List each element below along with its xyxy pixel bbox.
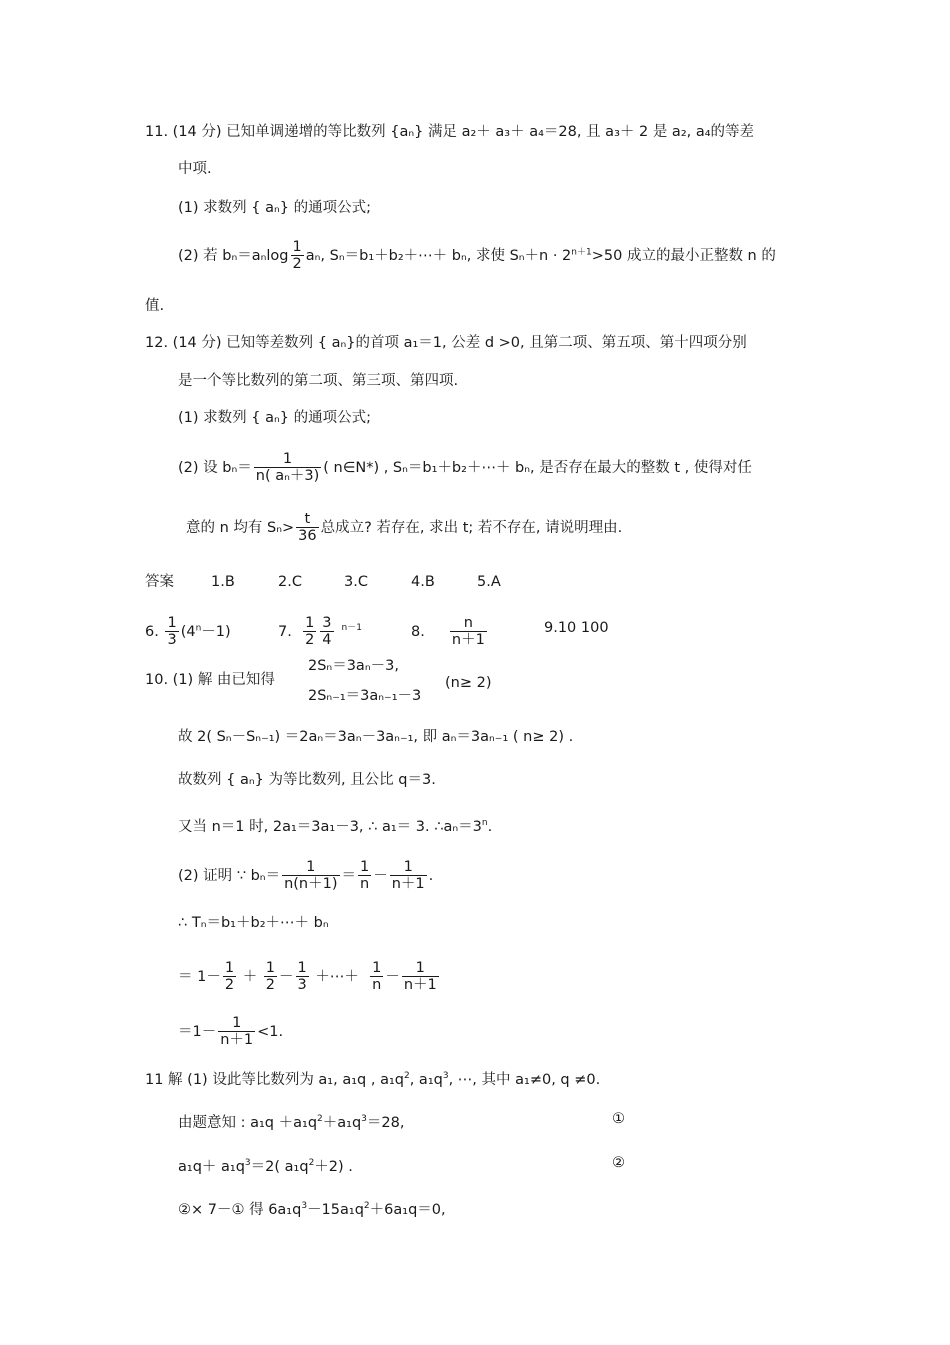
sol10-frac-3 — [390, 860, 427, 892]
frac-den: n — [360, 876, 370, 893]
sol11-eq1-a: 由题意知 : a₁q ＋a₁q — [178, 1114, 318, 1131]
sol10-part2 — [178, 860, 433, 892]
frac-num: 1 — [415, 960, 425, 976]
q12-line1: 12. (14 分) 已知等差数列 { aₙ}的首项 a₁＝1, 公差 d >0, 且第二项、第五项、第十四项分别 — [145, 335, 747, 351]
sol11-eq1-marker: ① — [612, 1111, 625, 1127]
sol11-eq1-c: ＝28, — [366, 1114, 405, 1131]
sol11-head-c: , ⋯, 其中 a₁≠0, q ≠0. — [448, 1071, 601, 1088]
frac-den: 2 — [292, 256, 302, 273]
sol11-eq1-b: ＋a₁q — [322, 1114, 362, 1131]
q11-line1: 11. (14 分) 已知单调递增的等比数列 {aₙ} 满足 a₂＋ a₃＋ a₄＝28, 且 a₃＋ 2 是 a₂, a₄的等差 — [145, 124, 755, 140]
tn3-start: ＝1－ — [178, 1024, 217, 1041]
sol11-eq2-sup2: 2 — [308, 1158, 315, 1168]
sol11-eq1 — [178, 1109, 404, 1133]
tn2-frac-3 — [296, 961, 309, 993]
q11-part2-text-b: aₙ, Sₙ＝b₁＋b₂＋⋯＋ bₙ, 求使 Sₙ＋n · 2 — [305, 248, 572, 265]
answer-8-label: 8. — [411, 624, 425, 641]
answer-7 — [278, 616, 362, 648]
q12-part2 — [178, 452, 752, 484]
sol10-line4-exponent: n — [481, 818, 488, 828]
frac-den: 2 — [265, 977, 276, 994]
frac-den: n＋1 — [391, 876, 425, 893]
q12-part2-text-a: (2) 设 bₙ＝ — [178, 460, 252, 477]
answer-1: 1.B — [211, 574, 235, 590]
q12-part3-text-b: 总成立? 若存在, 求出 t; 若不存在, 请说明理由. — [320, 520, 623, 537]
sol11-eq2-c: ＋2) . — [314, 1158, 353, 1175]
answer-8 — [411, 616, 489, 648]
q12-part1: (1) 求数列 { aₙ} 的通项公式; — [178, 410, 371, 426]
sol11-eq2-sup1: 3 — [244, 1158, 251, 1168]
sol10-system-line2: 2Sₙ₋₁＝3aₙ₋₁－3 — [308, 688, 422, 704]
answer-4: 4.B — [411, 574, 435, 590]
frac-den: 3 — [167, 632, 177, 649]
tn2-frac-1 — [223, 961, 236, 993]
q11-part1: (1) 求数列 { aₙ} 的通项公式; — [178, 200, 371, 216]
sol10-line4-end: . — [487, 818, 493, 835]
tn2-minus: － — [279, 969, 294, 986]
sol10-tn-line1: ∴ Tₙ＝b₁＋b₂＋⋯＋ bₙ — [178, 915, 329, 931]
sol11-eq3-sup2: 2 — [363, 1201, 370, 1211]
answer-6-rest: (4 — [180, 624, 196, 641]
q12-t-over-36-fraction — [296, 512, 318, 544]
frac-num: 1 — [232, 1015, 242, 1031]
sol11-eq3-c: ＋6a₁q＝0, — [369, 1201, 446, 1218]
frac-num: 1 — [306, 859, 316, 875]
frac-num: 1 — [305, 615, 315, 631]
frac-den: 2 — [305, 632, 315, 649]
sol10-end: . — [428, 868, 434, 885]
answer-7-fraction-1 — [303, 616, 316, 648]
sol10-frac-2 — [358, 860, 371, 892]
sol11-eq1-sup1: 2 — [317, 1114, 323, 1124]
sol10-line4-text: 又当 n＝1 时, 2a₁＝3a₁－3, ∴ a₁＝ 3. ∴aₙ＝3 — [178, 818, 482, 835]
frac-num: 1 — [265, 960, 276, 976]
sol10-line4 — [178, 813, 492, 837]
tn2-dots: ＋⋯＋ — [315, 969, 359, 986]
tn2-plus: ＋ — [242, 969, 258, 986]
frac-den: 2 — [224, 977, 235, 994]
sol11-head-b: , a₁q — [409, 1071, 443, 1088]
frac-num: 3 — [322, 615, 332, 631]
sol10-tn-line2 — [178, 961, 441, 993]
frac-num: 1 — [403, 859, 413, 875]
frac-num: 1 — [224, 960, 235, 976]
sol11-head — [145, 1066, 600, 1090]
sol11-head-sup1: 2 — [403, 1071, 410, 1081]
sol11-eq3-b: －15a₁q — [307, 1201, 364, 1218]
frac-den: 36 — [298, 528, 317, 545]
tn2-frac-5 — [402, 961, 439, 993]
sol10-condition: (n≥ 2) — [445, 675, 492, 691]
sol11-eq1-sup2: 3 — [361, 1114, 367, 1124]
q12-part3-text-a: 意的 n 均有 Sₙ> — [186, 520, 295, 537]
answer-6 — [145, 616, 231, 648]
frac-den: n(n＋1) — [284, 876, 338, 893]
frac-num: 1 — [372, 960, 382, 976]
frac-den: n( aₙ＋3) — [255, 468, 320, 485]
answer-9-10: 9.10 100 — [544, 620, 609, 636]
answer-5: 5.A — [477, 574, 501, 590]
sol10-part2-text: (2) 证明 ∵ bₙ＝ — [178, 868, 281, 885]
q12-part3 — [186, 512, 622, 544]
sol11-head-a: 11 解 (1) 设此等比数列为 a₁, a₁q , a₁q — [145, 1071, 404, 1088]
answer-3: 3.C — [344, 574, 368, 590]
answer-6-exponent: n — [195, 623, 202, 634]
frac-den: 3 — [297, 977, 307, 994]
q11-part2-text-c: >50 成立的最小正整数 n 的 — [591, 248, 776, 265]
sol10-line3: 故数列 { aₙ} 为等比数列, 且公比 q＝3. — [178, 772, 436, 788]
sol10-frac-1 — [282, 860, 339, 892]
q11-log-base-fraction — [291, 240, 304, 272]
tn2-start: ＝ 1－ — [178, 969, 221, 986]
sol11-eq3-a: ②× 7－① 得 6a₁q — [178, 1201, 302, 1218]
sol10-eq: ＝ — [341, 868, 356, 885]
sol10-line2: 故 2( Sₙ－Sₙ₋₁) ＝2aₙ＝3aₙ－3aₙ₋₁, 即 aₙ＝3aₙ₋₁ ( n≥ 2) . — [178, 729, 574, 745]
q11-exponent: n＋1 — [571, 247, 592, 258]
answers-label: 答案 — [145, 574, 174, 590]
sol10-head: 10. (1) 解 由已知得 — [145, 672, 275, 688]
sol11-eq2-marker: ② — [612, 1155, 625, 1171]
frac-den: n＋1 — [220, 1032, 254, 1049]
tn2-minus-2: － — [385, 969, 400, 986]
frac-den: 4 — [322, 632, 332, 649]
sol11-head-sup2: 3 — [442, 1071, 449, 1081]
q11-part2-text-a: (2) 若 bₙ＝aₙlog — [178, 248, 289, 265]
sol11-eq2-b: ＝2( a₁q — [250, 1158, 309, 1175]
frac-num: 1 — [360, 859, 370, 875]
q11-line2: 中项. — [178, 161, 212, 177]
tn3-frac — [218, 1016, 255, 1048]
answer-6-fraction — [165, 616, 178, 648]
frac-num: 1 — [282, 451, 293, 467]
frac-den: n＋1 — [403, 977, 437, 994]
answer-6-label: 6. — [145, 624, 159, 641]
frac-num: 1 — [297, 960, 307, 976]
answer-6-end: －1) — [201, 624, 231, 641]
tn3-end: <1. — [257, 1024, 284, 1041]
sol11-eq3 — [178, 1196, 446, 1220]
sol11-eq2-a: a₁q＋ a₁q — [178, 1158, 245, 1175]
sol10-system-line1: 2Sₙ＝3aₙ－3, — [308, 658, 399, 674]
frac-den: n — [372, 977, 382, 994]
frac-num: 1 — [167, 615, 177, 631]
frac-num: n — [463, 615, 473, 631]
sol11-eq3-sup1: 3 — [301, 1201, 308, 1211]
sol11-eq2 — [178, 1153, 353, 1177]
answer-7-label: 7. — [278, 624, 292, 641]
answer-8-fraction — [450, 616, 487, 648]
q12-part2-text-b: ( n∈N*) , Sₙ＝b₁＋b₂＋⋯＋ bₙ, 是否存在最大的整数 t , 使得对任 — [323, 460, 752, 477]
sol10-tn-line3 — [178, 1016, 283, 1048]
tn2-frac-2 — [264, 961, 277, 993]
frac-num: t — [304, 511, 311, 527]
answer-7-exponent: n－1 — [341, 623, 362, 634]
answer-2: 2.C — [278, 574, 302, 590]
frac-num: 1 — [292, 239, 302, 255]
answer-7-fraction-2 — [320, 616, 333, 648]
q12-bn-fraction — [254, 452, 322, 484]
q12-line2: 是一个等比数列的第二项、第三项、第四项. — [178, 373, 459, 389]
frac-den: n＋1 — [451, 632, 485, 649]
q11-part2 — [178, 240, 776, 272]
tn2-frac-4 — [370, 961, 383, 993]
q11-line-end: 值. — [145, 298, 165, 314]
sol10-minus: － — [373, 868, 388, 885]
